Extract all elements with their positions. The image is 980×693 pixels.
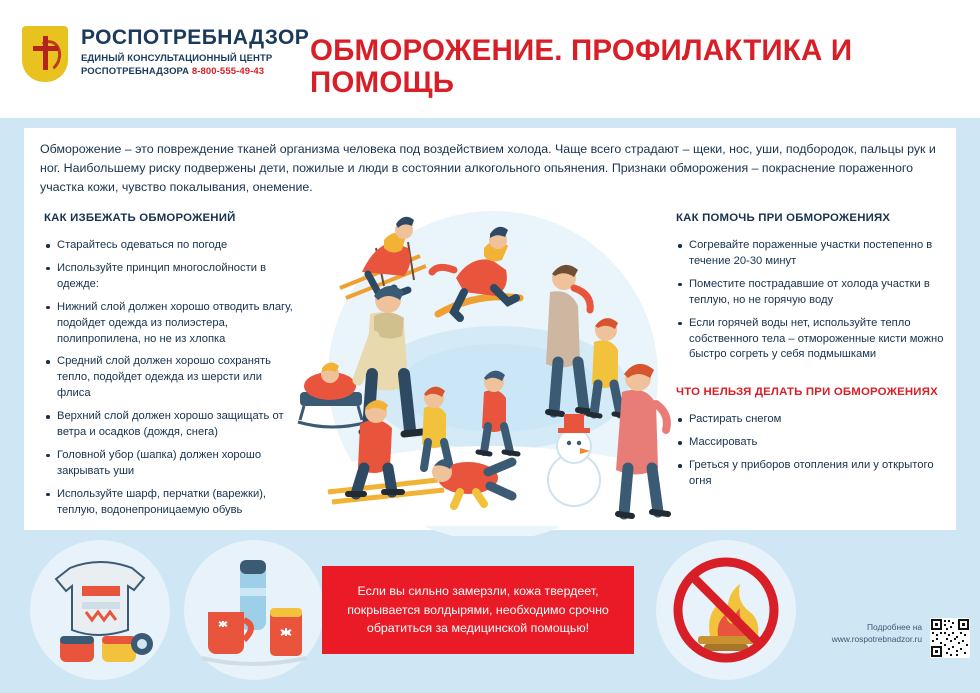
list-item: Верхний слой должен хорошо защищать от ветра и осадков (дождя, снега) — [44, 409, 294, 441]
list-item: Головной убор (шапка) должен хорошо закрывать уши — [44, 448, 294, 480]
logo-block — [22, 26, 309, 82]
footer-note-line1: Подробнее на — [866, 622, 922, 632]
rospotrebnadzor-shield-icon — [22, 26, 68, 82]
list-item: Поместите пострадавшие от холода участки в теплую, но не горячую воду — [676, 277, 944, 309]
winter-clothes-icon — [30, 540, 170, 680]
forbidden-list — [676, 412, 944, 490]
qr-code-icon — [930, 618, 970, 658]
logo-subtitle-line1: ЕДИНЫЙ КОНСУЛЬТАЦИОННЫЙ ЦЕНТР — [81, 53, 273, 65]
list-item: Согревайте пораженные участки постепенно в течение 20-30 минут — [676, 238, 944, 270]
list-item: Растирать снегом — [676, 412, 944, 428]
list-item: Нижний слой должен хорошо отводить влагу, подойдет одежда из полиэстера, полипропилена, но не из хлопка — [44, 300, 294, 348]
help-column — [676, 212, 944, 497]
hot-drinks-badge — [184, 540, 324, 680]
list-item: Массировать — [676, 435, 944, 451]
logo-subtitle — [81, 53, 309, 79]
logo-text — [81, 26, 309, 79]
list-item: Средний слой должен хорошо сохранять тепло, подойдет одежда из шерсти или флиса — [44, 354, 294, 402]
alert-text: Если вы сильно замерзли, кожа твердеет, покрывается волдырями, необходимо срочно обратиться за медицинской помощью! — [347, 584, 609, 636]
page-title: ОБМОРОЖЕНИЕ. ПРОФИЛАКТИКА И ПОМОЩЬ — [310, 34, 853, 100]
list-item: Греться у приборов отопления или у открытого огня — [676, 458, 944, 490]
help-heading: КАК ПОМОЧЬ ПРИ ОБМОРОЖЕНИЯХ — [676, 212, 891, 224]
list-item: Старайтесь одеваться по погоде — [44, 238, 294, 254]
hot-drinks-icon — [184, 540, 324, 680]
help-list — [676, 238, 944, 363]
prevention-heading: КАК ИЗБЕЖАТЬ ОБМОРОЖЕНИЙ — [44, 212, 236, 224]
winter-clothes-badge — [30, 540, 170, 680]
footer-note — [812, 622, 922, 646]
prevention-list — [44, 238, 294, 519]
prevention-column — [44, 212, 294, 526]
logo-title: РОСПОТРЕБНАДЗОР — [81, 26, 310, 49]
no-open-fire-icon — [656, 540, 796, 680]
forbidden-heading: ЧТО НЕЛЬЗЯ ДЕЛАТЬ ПРИ ОБМОРОЖЕНИЯХ — [676, 386, 938, 399]
header — [0, 0, 980, 118]
alert-box — [322, 566, 634, 654]
list-item: Используйте шарф, перчатки (варежки), теплую, водонепроницаемую обувь — [44, 487, 294, 519]
winter-activities-illustration — [288, 196, 688, 536]
footer-site-url: www.rospotrebnadzor.ru — [831, 633, 922, 644]
hotline-phone: 8-800-555-49-43 — [191, 65, 265, 77]
bottom-section — [0, 530, 980, 693]
list-item: Используйте принцип многослойности в одежде: — [44, 261, 294, 293]
logo-subtitle-line2: РОСПОТРЕБНАДЗОРА — [81, 65, 190, 77]
intro-paragraph: Обморожение – это повреждение тканей организма человека под воздействием холода. Чаще всего страдают – щеки, нос, уши, подбородок, пальцы рук и ног. Наибольшему риску подвержены дети, пожилые и люди в состоянии алкогольного опьянения. Признаки обморожения – покраснение пораженного участка кожи, чувство покалывания, онемение. — [24, 128, 956, 210]
list-item: Если горячей воды нет, используйте тепло собственного тела – отмороженные кисти можно быстро согреть у себя подмышками — [676, 316, 944, 364]
no-open-fire-badge — [656, 540, 796, 680]
